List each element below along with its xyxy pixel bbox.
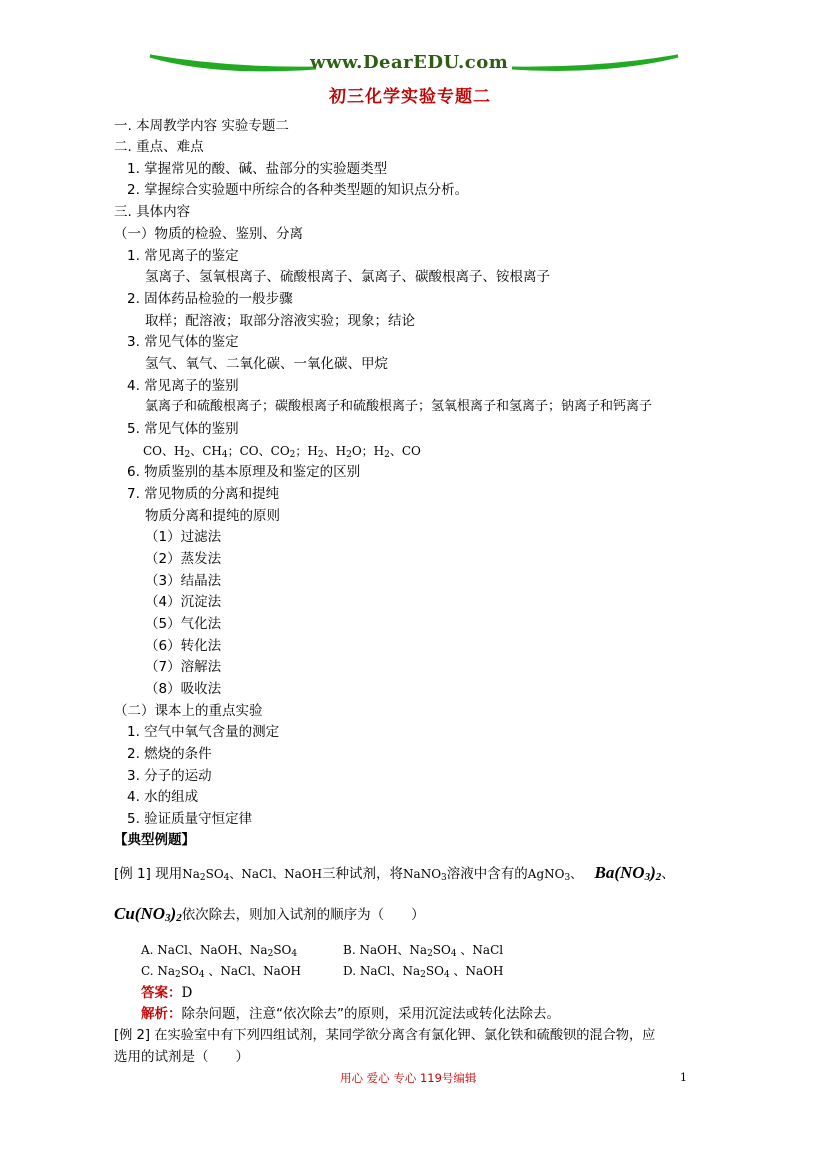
item-1-detail: 氢离子、氢氧根离子、硫酸根离子、氯离子、碳酸根离子、铵根离子 (145, 269, 550, 285)
method-5: （5）气化法 (145, 616, 222, 632)
experiment-3: 3. 分子的运动 (127, 768, 212, 784)
section-2-item-2: 2. 掌握综合实验题中所综合的各种类型题的知识点分析。 (127, 182, 469, 198)
page-title: 初三化学实验专题二 (329, 87, 491, 107)
answer-value: D (181, 985, 193, 1001)
item-4-detail: 氯离子和硫酸根离子；碳酸根离子和硫酸根离子；氢氧根离子和氢离子；钠离子和钙离子 (145, 399, 653, 414)
item-6-title: 6. 物质鉴别的基本原理及和鉴定的区别 (127, 464, 361, 480)
part-2-heading: （二）课本上的重点实验 (114, 703, 263, 719)
method-1: （1）过滤法 (145, 529, 222, 545)
experiment-4: 4. 水的组成 (127, 789, 199, 805)
answer-label: 答案： (141, 985, 182, 1001)
item-3-title: 3. 常见气体的鉴定 (127, 334, 239, 350)
item-1-title: 1. 常见离子的鉴定 (127, 248, 239, 264)
option-b: B. NaOH、$Na_2SO_4$ 、NaCl (343, 943, 504, 959)
typical-examples-heading: 【典型例题】 (114, 832, 195, 848)
method-2: （2）蒸发法 (145, 551, 222, 567)
site-logo-text: www.DearEDU.com (310, 52, 509, 73)
experiment-2: 2. 燃烧的条件 (127, 746, 212, 762)
item-5-gas-pairs: CO、$H_2$、$CH_4$；CO、$CO_2$；$H_2$、$H_2O$；$H_2$、CO (143, 444, 421, 460)
analysis-text: 除杂问题，注意“依次除去”的原则，采用沉淀法或转化法除去。 (181, 1006, 560, 1022)
section-2-heading: 二. 重点、难点 (114, 139, 204, 155)
analysis-label: 解析： (141, 1006, 182, 1022)
method-8: （8）吸收法 (145, 681, 222, 697)
item-4-title: 4. 常见离子的鉴别 (127, 378, 239, 394)
section-1-heading: 一. 本周教学内容 实验专题二 (114, 118, 289, 134)
experiment-1: 1. 空气中氧气含量的测定 (127, 724, 280, 740)
example-2-question-line-1: [例 2] 在实验室中有下列四组试剂，某同学欲分离含有氯化钾、氯化铁和硫酸钡的混合物，应 (114, 1028, 656, 1043)
example-1-answer (141, 983, 192, 1003)
example-1-analysis (141, 1004, 560, 1024)
method-7: （7）溶解法 (145, 659, 222, 675)
experiment-5: 5. 验证质量守恒定律 (127, 811, 253, 827)
item-7-title: 7. 常见物质的分离和提纯 (127, 486, 280, 502)
footer-note: 用心 爱心 专心 119号编辑 (340, 1071, 477, 1085)
example-2-question-line-2: 选用的试剂是（ ） (114, 1049, 249, 1065)
option-c: C. $Na_2SO_4$ 、NaCl、NaOH (141, 964, 302, 980)
method-3: （3）结晶法 (145, 573, 222, 589)
item-2-title: 2. 固体药品检验的一般步骤 (127, 291, 293, 307)
item-5-title: 5. 常见气体的鉴别 (127, 421, 239, 437)
section-3-heading: 三. 具体内容 (114, 204, 191, 220)
part-1-heading: （一）物质的检验、鉴别、分离 (114, 226, 303, 242)
header-swoosh-left (148, 50, 318, 76)
header-swoosh-right (510, 50, 680, 76)
method-6: （6）转化法 (145, 638, 222, 654)
option-d: D. NaCl、$Na_2SO_4$ 、NaOH (343, 964, 504, 980)
item-7-principle: 物质分离和提纯的原则 (145, 508, 280, 524)
method-4: （4）沉淀法 (145, 594, 222, 610)
item-2-detail: 取样；配溶液；取部分溶液实验；现象；结论 (145, 313, 415, 329)
example-1-question: [例 1] 现用$Na_2SO_4$、NaCl、NaOH三种试剂，将NaNO$_3$溶液中含有的AgNO$_3$、 $Ba(NO_3)_2$、 (114, 863, 675, 883)
page-number: 1 (680, 1071, 687, 1084)
option-a: A. NaCl、NaOH、$Na_2SO_4$ (141, 943, 298, 959)
example-1-question-cont: $Cu(NO_3)_2$依次除去，则加入试剂的顺序为（ ） (114, 904, 425, 924)
section-2-item-1: 1. 掌握常见的酸、碱、盐部分的实验题类型 (127, 161, 388, 177)
item-3-detail: 氢气、氧气、二氧化碳、一氧化碳、甲烷 (145, 356, 388, 372)
